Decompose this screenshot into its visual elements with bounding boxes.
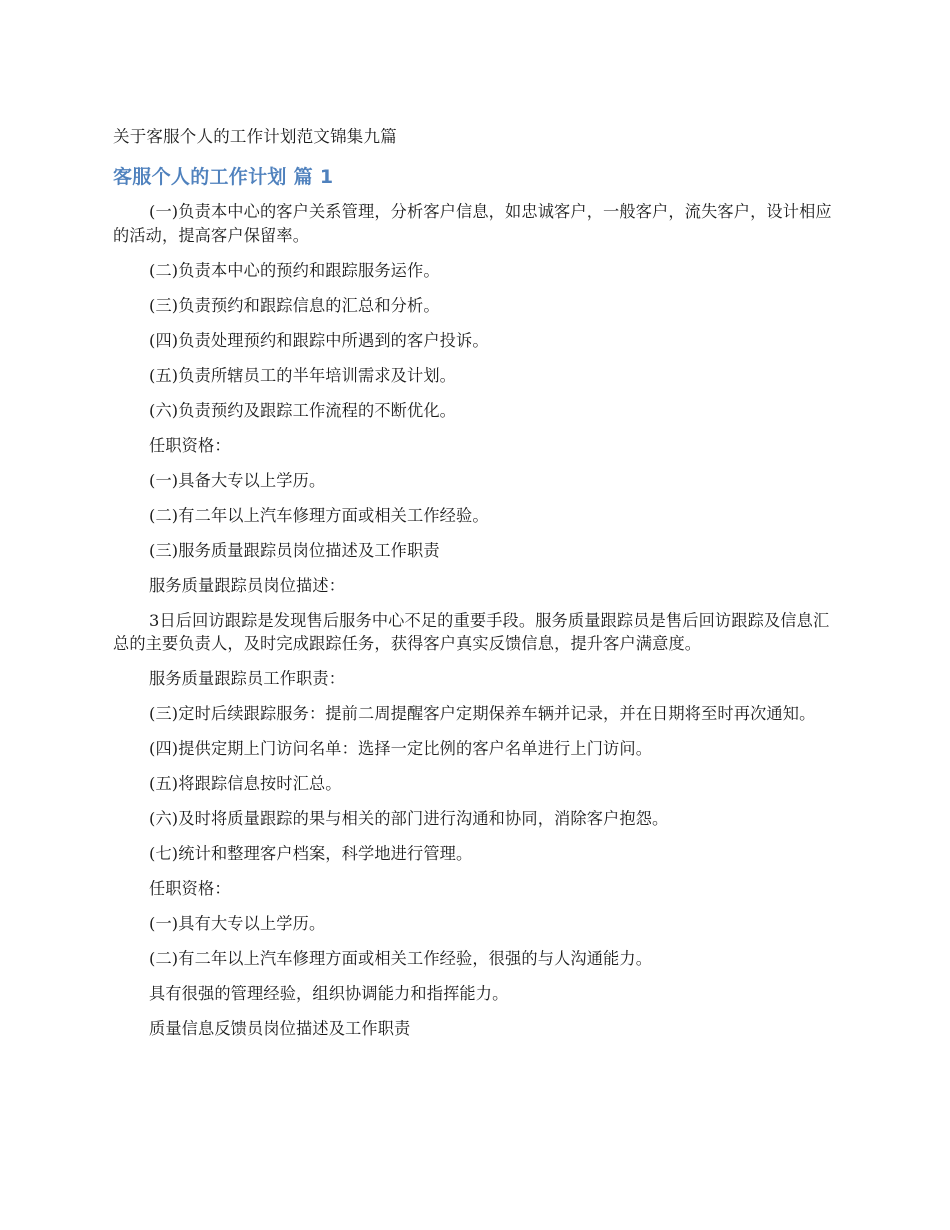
paragraph: (二)有二年以上汽车修理方面或相关工作经验。 [149, 505, 489, 525]
paragraph: (六)及时将质量跟踪的果与相关的部门进行沟通和协同，消除客户抱怨。 [149, 809, 669, 828]
paragraph: 服务质量跟踪员工作职责： [149, 669, 346, 688]
paragraph: (七)统计和整理客户档案，科学地进行管理。 [149, 844, 473, 863]
paragraph: (二)有二年以上汽车修理方面或相关工作经验，很强的与人沟通能力。 [149, 949, 653, 968]
paragraph: 服务质量跟踪员岗位描述： [149, 575, 346, 595]
paragraph: (四)负责处理预约和跟踪中所遇到的客户投诉。 [149, 330, 489, 350]
paragraph: (三)负责预约和跟踪信息的汇总和分析。 [149, 295, 440, 315]
paragraph: 3日后回访跟踪是发现售后服务中心不足的重要手段。服务质量跟踪员是售后回访跟踪及信息汇总的主要负责人，及时完成跟踪任务，获得客户真实反馈信息，提升客户满意度。 [113, 610, 830, 653]
paragraph: (二)负责本中心的预约和跟踪服务运作。 [149, 260, 440, 280]
paragraph: (一)具有大专以上学历。 [149, 914, 326, 933]
paragraph: (四)提供定期上门访问名单：选择一定比例的客户名单进行上门访问。 [149, 739, 653, 758]
paragraph: (五)将跟踪信息按时汇总。 [149, 774, 342, 793]
paragraph: (五)负责所辖员工的半年培训需求及计划。 [149, 365, 457, 385]
document-body [113, 200, 840, 1052]
section-heading: 客服个人的工作计划 篇 1 [113, 166, 334, 188]
document-title: 关于客服个人的工作计划范文锦集九篇 [113, 127, 397, 146]
paragraph: (三)定时后续跟踪服务：提前二周提醒客户定期保养车辆并记录，并在日期将至时再次通知。 [149, 704, 816, 723]
paragraph: 任职资格： [149, 879, 231, 898]
paragraph: 任职资格： [149, 435, 231, 455]
paragraph: (三)服务质量跟踪员岗位描述及工作职责 [149, 540, 440, 560]
paragraph: (六)负责预约及跟踪工作流程的不断优化。 [149, 400, 457, 420]
paragraph: (一)负责本中心的客户关系管理，分析客户信息，如忠诚客户，一般客户，流失客户，设计相应的活动，提高客户保留率。 [113, 202, 832, 245]
paragraph: 质量信息反馈员岗位描述及工作职责 [149, 1019, 411, 1038]
paragraph: 具有很强的管理经验，组织协调能力和指挥能力。 [149, 984, 509, 1003]
paragraph: (一)具备大专以上学历。 [149, 470, 326, 490]
